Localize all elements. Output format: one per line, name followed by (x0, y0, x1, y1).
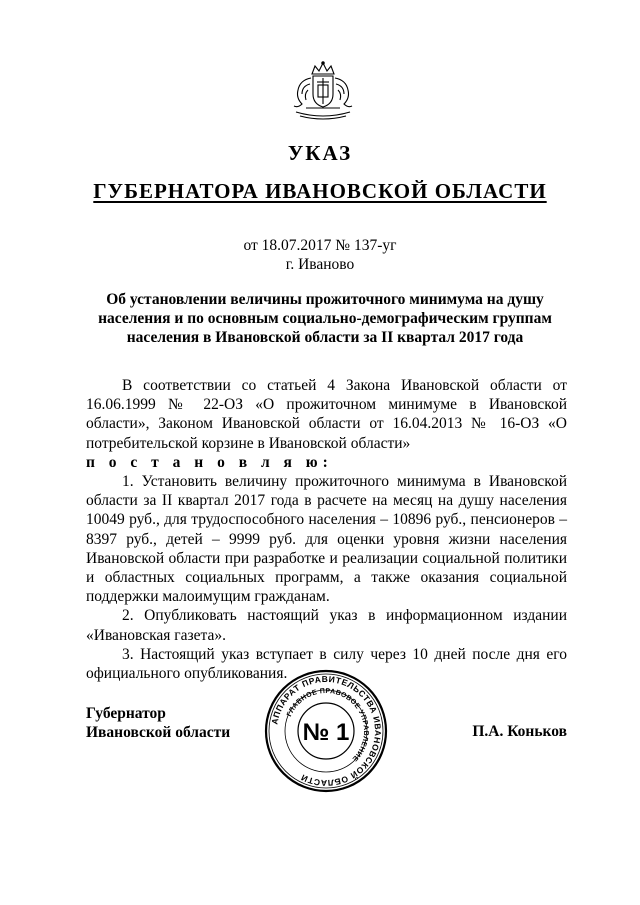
item-3-paragraph: 3. Настоящий указ вступает в силу через 10 дней после дня его официального опубликования. (86, 645, 567, 683)
signatory-name: П.А. Коньков (472, 723, 567, 740)
coat-of-arms-emblem (288, 60, 358, 122)
subject-line: Об установлении величины прожиточного минимума на душу (106, 291, 544, 308)
official-stamp (262, 667, 390, 795)
resolution-keyword: п о с т а н о в л я ю: (86, 453, 333, 471)
document-subject (95, 290, 555, 347)
subject-line: населения в Ивановской области за II квартал 2017 года (126, 329, 524, 346)
document-city: г. Иваново (285, 256, 355, 273)
document-date-number: от 18.07.2017 № 137-уг (243, 237, 397, 254)
document-body (86, 376, 567, 683)
signatory-position (86, 704, 230, 742)
item-2-paragraph: 2. Опубликовать настоящий указ в информационном издании «Ивановская газета». (86, 607, 567, 644)
issuer-title-text: ГУБЕРНАТОРА ИВАНОВСКОЙ ОБЛАСТИ (93, 179, 547, 203)
position-line: Ивановской области (86, 724, 231, 741)
subject-line: населения и по основным социально-демографическим группам (98, 310, 552, 327)
issuer-title (0, 179, 640, 204)
stamp-ring-text: АППАРАТ ПРАВИТЕЛЬСТВА ИВАНОВСКОЙ ОБЛАСТИ (269, 673, 384, 789)
intro-paragraph: В соответствии со статьей 4 Закона Ивановской области от 16.06.1999 № 22-ОЗ «О прожиточном минимуме в Ивановской области», Законом Ивановской области от 16.04.2013 № 16-ОЗ «О потребительской корзине в Ивановской области» (86, 377, 567, 452)
stamp-inner-ring-text: ГЛАВНОЕ ПРАВОВОЕ УПРАВЛЕНИЕ (286, 687, 370, 763)
item-1-paragraph: 1. Установить величину прожиточного минимума в Ивановской области за II квартал 2017 года в расчете на месяц на душу населения 10049 руб., для трудоспособного населения – 10896 руб., пенсионеров – 8397 руб., детей – 9999 руб. для оценки уровня жизни населения Ивановской области при разработке и реализации социальной политики и областных социальных программ, а также оказания социальной поддержки малоимущим гражданам. (86, 473, 567, 606)
position-line: Губернатор (86, 705, 166, 722)
stamp-number: № 1 (302, 719, 350, 746)
document-type-title: УКАЗ (287, 141, 353, 165)
